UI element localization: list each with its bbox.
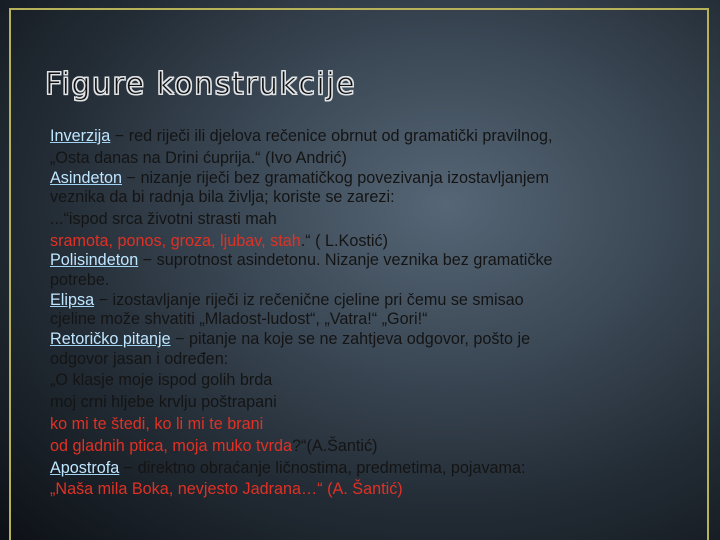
poem-line-4-highlight: od gladnih ptica, moja muko tvrda <box>50 436 293 455</box>
term-apostrofa-link[interactable]: Apostrofa <box>50 458 120 477</box>
retoricko-pitanje-definition: − pitanje na koje se ne zahtjeva odgovor, pošto je <box>170 330 531 349</box>
term-polisindeton-link[interactable]: Polisindeton <box>50 251 139 270</box>
asindeton-example-source: .“ ( L.Kostić) <box>300 231 388 250</box>
poem-line-4 <box>50 436 710 458</box>
list-item-retoricko-pitanje <box>50 331 710 349</box>
asindeton-example: ...“ispod srca životni strasti mah <box>50 209 277 228</box>
asindeton-definition: − nizanje riječi bez gramatičkog povezivanja izostavljanjem <box>122 168 549 187</box>
retoricko-pitanje-definition-continued: odgovor jasan i određen: <box>50 349 229 368</box>
apostrofa-definition: − direktno obraćanje ličnostima, predmetima, pojavama: <box>119 458 526 477</box>
list-item-polisindeton <box>50 252 710 270</box>
term-inverzija-link[interactable]: Inverzija <box>50 127 111 145</box>
polisindeton-definition-continued: potrebe. <box>50 270 110 289</box>
asindeton-definition-continued: veznika da bi radnja bila življa; koriste se zarezi: <box>50 188 395 207</box>
term-elipsa-link[interactable]: Elipsa <box>50 290 95 309</box>
list-item-elipsa <box>50 292 710 310</box>
poem-line-1: „O klasje moje ispod golih brda <box>50 371 273 390</box>
list-item-inverzija <box>50 126 710 148</box>
poem-line-4-source: ?“(A.Šantić) <box>292 436 378 455</box>
inverzija-example: „Osta danas na Drini ćuprija.“ (Ivo Andrić) <box>50 148 347 167</box>
apostrofa-example-highlight: „Naša mila Boka, nevjesto Jadrana…“ <box>50 480 323 499</box>
asindeton-example-continued <box>50 231 710 253</box>
term-retoricko-pitanje-link[interactable]: Retoričko pitanje <box>50 330 171 349</box>
slide-body <box>50 126 710 501</box>
list-item-asindeton <box>50 170 710 188</box>
elipsa-definition: − izostavljanje riječi iz rečenične cjeline pri čemu se smisao <box>94 290 524 309</box>
inverzija-definition: − red riječi ili djelova rečenice obrnut od gramatički pravilnog, <box>110 127 553 145</box>
elipsa-definition-continued: cjeline može shvatiti „Mladost-ludost“, „Vatra!“ „Gori!“ <box>50 310 428 329</box>
poem-line-2: moj crni hljebe krvlju poštrapani <box>50 393 277 412</box>
asindeton-example-highlight: sramota, ponos, groza, ljubav, stah <box>50 231 301 250</box>
term-asindeton-link[interactable]: Asindeton <box>50 168 122 187</box>
list-item-apostrofa <box>50 458 710 480</box>
polisindeton-definition: − suprotnost asindetonu. Nizanje veznika bez gramatičke <box>138 251 553 270</box>
apostrofa-example-source: (A. Šantić) <box>322 480 403 499</box>
poem-line-3: ko mi te štedi, ko li mi te brani <box>50 414 264 433</box>
slide-title: Figure konstrukcije <box>45 67 357 102</box>
apostrofa-example <box>50 479 710 501</box>
